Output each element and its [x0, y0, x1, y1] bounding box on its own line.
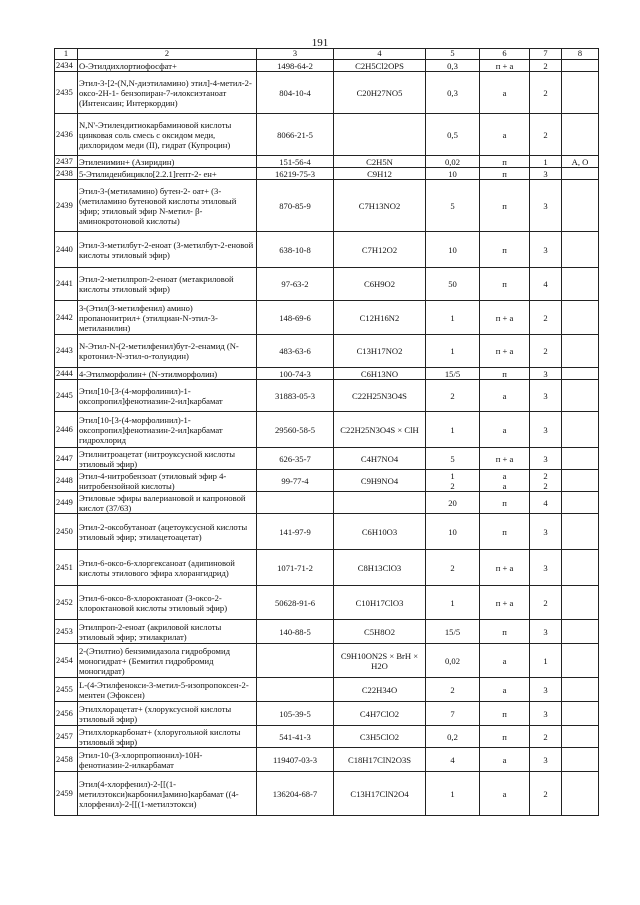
notes: [562, 180, 599, 232]
notes: [562, 620, 599, 644]
cas-number: 29560-58-5: [257, 412, 334, 448]
aggregate-state: п: [480, 180, 530, 232]
notes: [562, 586, 599, 620]
chemical-formula: C9H9NO4: [334, 470, 426, 492]
chemical-formula: C4H7ClO2: [334, 702, 426, 726]
substance-name: Этил-3-[2-(N,N-диэтиламино) этил]-4-метил-2-оксо-2Н-1- бензопиран-7-илоксиэтаноат (Интенсаин; Интеркордин): [78, 72, 257, 114]
hazard-class: 2: [530, 586, 562, 620]
cas-number: 141-97-9: [257, 514, 334, 550]
substance-name: Этил-4-нитробензоат (этиловый эфир 4- нитробензойной кислоты): [78, 470, 257, 492]
row-number: 2444: [55, 368, 78, 380]
notes: [562, 726, 599, 748]
chemical-formula: C22H34O: [334, 678, 426, 702]
notes: [562, 368, 599, 380]
cas-number: 16219-75-3: [257, 168, 334, 180]
substance-name: 4-Этилморфолин+ (N-этилморфолин): [78, 368, 257, 380]
chemical-formula: C8H13ClO3: [334, 550, 426, 586]
table-row: [55, 72, 599, 114]
hazard-class: 4: [530, 268, 562, 301]
aggregate-state: а: [480, 748, 530, 772]
hazard-class: 3: [530, 748, 562, 772]
mac-value: 2: [426, 380, 480, 412]
substance-name: 2-(Этилтио) бензимидазола гидробромид моногидрат+ (Бемитил гидробромид моногидрат): [78, 644, 257, 678]
row-number: 2447: [55, 448, 78, 470]
chemical-formula: [334, 114, 426, 156]
aggregate-state: п: [480, 232, 530, 268]
table-row: [55, 702, 599, 726]
aggregate-state: п + а: [480, 448, 530, 470]
aggregate-state: а: [480, 678, 530, 702]
cas-number: 140-88-5: [257, 620, 334, 644]
cas-number: 8066-21-5: [257, 114, 334, 156]
row-number: 2438: [55, 168, 78, 180]
aggregate-state: п: [480, 726, 530, 748]
cas-number: 100-74-3: [257, 368, 334, 380]
hazard-class: 1: [530, 644, 562, 678]
aggregate-state: а а: [480, 470, 530, 492]
row-number: 2445: [55, 380, 78, 412]
mac-value: 1: [426, 772, 480, 816]
substance-name: N-Этил-N-(2-метилфенил)бут-2-енамид (N-кротонил-N-этил-о-толуидин): [78, 335, 257, 368]
notes: [562, 335, 599, 368]
aggregate-state: а: [480, 380, 530, 412]
mac-value: 1: [426, 412, 480, 448]
row-number: 2449: [55, 492, 78, 514]
chemical-formula: C5H8O2: [334, 620, 426, 644]
cas-number: 99-77-4: [257, 470, 334, 492]
hazard-class: 3: [530, 702, 562, 726]
mac-value: 1: [426, 586, 480, 620]
substance-name: Этил-6-оксо-8-хлороктаноат (3-оксо-2-хлороктановой кислоты этиловый эфир): [78, 586, 257, 620]
row-number: 2437: [55, 156, 78, 168]
row-number: 2454: [55, 644, 78, 678]
mac-value: 0,3: [426, 72, 480, 114]
chemical-formula: C2H5N: [334, 156, 426, 168]
mac-value: 0,02: [426, 644, 480, 678]
mac-value: 5: [426, 448, 480, 470]
row-number: 2459: [55, 772, 78, 816]
chemical-formula: C3H5ClO2: [334, 726, 426, 748]
hazard-class: 2: [530, 114, 562, 156]
column-header: 1: [55, 49, 78, 60]
substance-name: О-Этилдихлортиофосфат+: [78, 60, 257, 72]
table-row: [55, 644, 599, 678]
cas-number: 638-10-8: [257, 232, 334, 268]
aggregate-state: а: [480, 412, 530, 448]
substance-name: Этилнитроацетат (нитроуксусной кислоты этиловый эфир): [78, 448, 257, 470]
table-row: [55, 232, 599, 268]
chemical-formula: C4H7NO4: [334, 448, 426, 470]
table-row: [55, 492, 599, 514]
hazard-class: 3: [530, 620, 562, 644]
table-row: [55, 268, 599, 301]
mac-value: 20: [426, 492, 480, 514]
aggregate-state: п + а: [480, 550, 530, 586]
hazard-class: 3: [530, 514, 562, 550]
row-number: 2448: [55, 470, 78, 492]
substance-name: Этиловые эфиры валериановой и капроновой кислот (37/63): [78, 492, 257, 514]
table-row: [55, 514, 599, 550]
table-body: [55, 60, 599, 816]
chemical-formula: C6H13NO: [334, 368, 426, 380]
page-number: 191: [311, 37, 329, 49]
notes: [562, 492, 599, 514]
cas-number: 31883-05-3: [257, 380, 334, 412]
mac-value: 0,02: [426, 156, 480, 168]
cas-number: 541-41-3: [257, 726, 334, 748]
notes: [562, 514, 599, 550]
cas-number: [257, 492, 334, 514]
notes: [562, 168, 599, 180]
notes: [562, 60, 599, 72]
table-row: [55, 448, 599, 470]
notes: [562, 702, 599, 726]
table-row: [55, 772, 599, 816]
cas-number: 870-85-9: [257, 180, 334, 232]
hazard-class: 2: [530, 301, 562, 335]
row-number: 2451: [55, 550, 78, 586]
table-row: [55, 550, 599, 586]
notes: [562, 470, 599, 492]
notes: [562, 301, 599, 335]
hazard-class: 3: [530, 380, 562, 412]
notes: [562, 268, 599, 301]
cas-number: 148-69-6: [257, 301, 334, 335]
chemical-formula: C13H17NO2: [334, 335, 426, 368]
hazard-class: 1: [530, 156, 562, 168]
substance-name: 5-Этилиденбицикло[2.2.1]гепт-2- ен+: [78, 168, 257, 180]
row-number: 2452: [55, 586, 78, 620]
table-row: [55, 678, 599, 702]
notes: [562, 412, 599, 448]
aggregate-state: п: [480, 492, 530, 514]
mac-value: 7: [426, 702, 480, 726]
cas-number: 105-39-5: [257, 702, 334, 726]
aggregate-state: а: [480, 72, 530, 114]
aggregate-state: а: [480, 644, 530, 678]
chemical-formula: C22H25N3O4S: [334, 380, 426, 412]
mac-value: 1: [426, 301, 480, 335]
row-number: 2446: [55, 412, 78, 448]
row-number: 2439: [55, 180, 78, 232]
chemical-formula: C20H27NO5: [334, 72, 426, 114]
table-row: [55, 726, 599, 748]
row-number: 2450: [55, 514, 78, 550]
hazard-class: 3: [530, 168, 562, 180]
chemical-formula: C7H12O2: [334, 232, 426, 268]
table-row: [55, 412, 599, 448]
chemical-formula: C18H17ClN2O3S: [334, 748, 426, 772]
substance-name: Этил-6-оксо-6-хлоргексаноат (адипиновой кислоты этилового эфира хлорангидрид): [78, 550, 257, 586]
aggregate-state: п + а: [480, 60, 530, 72]
substance-name: Этил-3-(метиламино) бутен-2- оат+ (3-(метиламино бутеновой кислоты этиловый эфир; этиловый эфир N-метил- β- аминокротоновой кислоты): [78, 180, 257, 232]
row-number: 2458: [55, 748, 78, 772]
aggregate-state: п: [480, 514, 530, 550]
notes: [562, 72, 599, 114]
chemical-formula: C12H16N2: [334, 301, 426, 335]
mac-value: 50: [426, 268, 480, 301]
chemical-formula: C2H5Cl2OPS: [334, 60, 426, 72]
table-row: [55, 156, 599, 168]
aggregate-state: п + а: [480, 301, 530, 335]
chemical-formula: C6H9O2: [334, 268, 426, 301]
notes: [562, 644, 599, 678]
cas-number: 151-56-4: [257, 156, 334, 168]
chemical-formula: C9H12: [334, 168, 426, 180]
mac-value: 1: [426, 335, 480, 368]
mac-value: 10: [426, 232, 480, 268]
column-header: 2: [78, 49, 257, 60]
notes: [562, 550, 599, 586]
mac-value: 15/5: [426, 368, 480, 380]
substance-name: N,N'-Этилендитиокарбаминовой кислоты цинковая соль смесь с оксидом меди, дихлоридом меди (II), гидрат (Купроцин): [78, 114, 257, 156]
aggregate-state: п: [480, 268, 530, 301]
aggregate-state: а: [480, 114, 530, 156]
substances-table: [54, 48, 599, 816]
table-row: [55, 380, 599, 412]
table-row: [55, 586, 599, 620]
mac-value: 0,5: [426, 114, 480, 156]
notes: [562, 232, 599, 268]
hazard-class: 2: [530, 72, 562, 114]
mac-value: 15/5: [426, 620, 480, 644]
substance-name: Этил[10-[3-(4-морфолинил)-1-оксопропил]фенотиазин-2-ил]карбамат гидрохлорид: [78, 412, 257, 448]
aggregate-state: а: [480, 772, 530, 816]
hazard-class: 3: [530, 180, 562, 232]
hazard-class: 3: [530, 232, 562, 268]
cas-number: 1071-71-2: [257, 550, 334, 586]
table-row: [55, 748, 599, 772]
mac-value: 0,3: [426, 60, 480, 72]
header-row: [55, 49, 599, 60]
row-number: 2435: [55, 72, 78, 114]
aggregate-state: п: [480, 702, 530, 726]
row-number: 2457: [55, 726, 78, 748]
hazard-class: 2: [530, 726, 562, 748]
cas-number: 119407-03-3: [257, 748, 334, 772]
hazard-class: 2: [530, 335, 562, 368]
substance-name: Этил[10-[3-(4-морфолинил)-1-оксопропил]фенотиазин-2-ил]карбамат: [78, 380, 257, 412]
table-row: [55, 168, 599, 180]
substance-name: Этилхлорацетат+ (хлоруксусной кислоты этиловый эфир): [78, 702, 257, 726]
column-header: 6: [480, 49, 530, 60]
table-row: [55, 60, 599, 72]
chemical-formula: C13H17ClN2O4: [334, 772, 426, 816]
notes: [562, 380, 599, 412]
column-header: 4: [334, 49, 426, 60]
notes: [562, 748, 599, 772]
substance-name: Этил(4-хлорфенил)-2-[[(1-метилэтокси)карбонил]амино]карбамат ((4-хлорфенил)-2-[[(1-метилэтокси): [78, 772, 257, 816]
mac-value: 1 2: [426, 470, 480, 492]
hazard-class: 2: [530, 772, 562, 816]
mac-value: 2: [426, 678, 480, 702]
mac-value: 10: [426, 514, 480, 550]
table-row: [55, 335, 599, 368]
notes: А, О: [562, 156, 599, 168]
notes: [562, 448, 599, 470]
table-row: [55, 180, 599, 232]
table-row: [55, 470, 599, 492]
hazard-class: 3: [530, 678, 562, 702]
cas-number: 1498-64-2: [257, 60, 334, 72]
substance-name: Этил-10-(3-хлорпропионил)-10Н-фенотиазин-2-илкарбамат: [78, 748, 257, 772]
chemical-formula: C6H10O3: [334, 514, 426, 550]
table-row: [55, 620, 599, 644]
row-number: 2453: [55, 620, 78, 644]
row-number: 2442: [55, 301, 78, 335]
aggregate-state: п: [480, 156, 530, 168]
cas-number: 483-63-6: [257, 335, 334, 368]
cas-number: 136204-68-7: [257, 772, 334, 816]
hazard-class: 3: [530, 550, 562, 586]
chemical-formula: C9H10ON2S × BrH × H2O: [334, 644, 426, 678]
chemical-formula: C10H17ClO3: [334, 586, 426, 620]
mac-value: 0,2: [426, 726, 480, 748]
substance-name: Этил-3-метилбут-2-еноат (3-метилбут-2-еновой кислоты этиловый эфир): [78, 232, 257, 268]
cas-number: [257, 644, 334, 678]
row-number: 2440: [55, 232, 78, 268]
row-number: 2436: [55, 114, 78, 156]
hazard-class: 4: [530, 492, 562, 514]
notes: [562, 772, 599, 816]
cas-number: 626-35-7: [257, 448, 334, 470]
mac-value: 4: [426, 748, 480, 772]
aggregate-state: п: [480, 368, 530, 380]
chemical-formula: C22H25N3O4S × ClH: [334, 412, 426, 448]
row-number: 2434: [55, 60, 78, 72]
substance-name: Этилпроп-2-еноат (акриловой кислоты этиловый эфир; этилакрилат): [78, 620, 257, 644]
substance-name: Этил-2-оксобутаноат (ацетоуксусной кислоты этиловый эфир; этилацетоацетат): [78, 514, 257, 550]
table-row: [55, 368, 599, 380]
mac-value: 2: [426, 550, 480, 586]
chemical-formula: C7H13NO2: [334, 180, 426, 232]
cas-number: 50628-91-6: [257, 586, 334, 620]
substance-name: Этиленимин+ (Азиридин): [78, 156, 257, 168]
mac-value: 5: [426, 180, 480, 232]
notes: [562, 678, 599, 702]
table-row: [55, 301, 599, 335]
hazard-class: 2 2: [530, 470, 562, 492]
aggregate-state: п: [480, 620, 530, 644]
column-header: 8: [562, 49, 599, 60]
substance-name: L-(4-Этилфенокси-3-метил-5-изопропоксен-2-ментен (Эфоксен): [78, 678, 257, 702]
table-row: [55, 114, 599, 156]
chemical-formula: [334, 492, 426, 514]
hazard-class: 3: [530, 412, 562, 448]
substance-name: 3-(Этил(3-метилфенил) амино) пропанонитрил+ (этилциан-N-этил-3- метиланилин): [78, 301, 257, 335]
row-number: 2455: [55, 678, 78, 702]
hazard-class: 2: [530, 60, 562, 72]
substance-name: Этилхлоркарбонат+ (хлоругольной кислоты этиловый эфир): [78, 726, 257, 748]
hazard-class: 3: [530, 448, 562, 470]
row-number: 2443: [55, 335, 78, 368]
cas-number: 97-63-2: [257, 268, 334, 301]
aggregate-state: п + а: [480, 586, 530, 620]
substance-name: Этил-2-метилпроп-2-еноат (метакриловой кислоты этиловый эфир): [78, 268, 257, 301]
row-number: 2456: [55, 702, 78, 726]
cas-number: [257, 678, 334, 702]
column-header: 3: [257, 49, 334, 60]
mac-value: 10: [426, 168, 480, 180]
column-header: 7: [530, 49, 562, 60]
cas-number: 804-10-4: [257, 72, 334, 114]
column-header: 5: [426, 49, 480, 60]
hazard-class: 3: [530, 368, 562, 380]
aggregate-state: п: [480, 168, 530, 180]
row-number: 2441: [55, 268, 78, 301]
notes: [562, 114, 599, 156]
aggregate-state: п + а: [480, 335, 530, 368]
